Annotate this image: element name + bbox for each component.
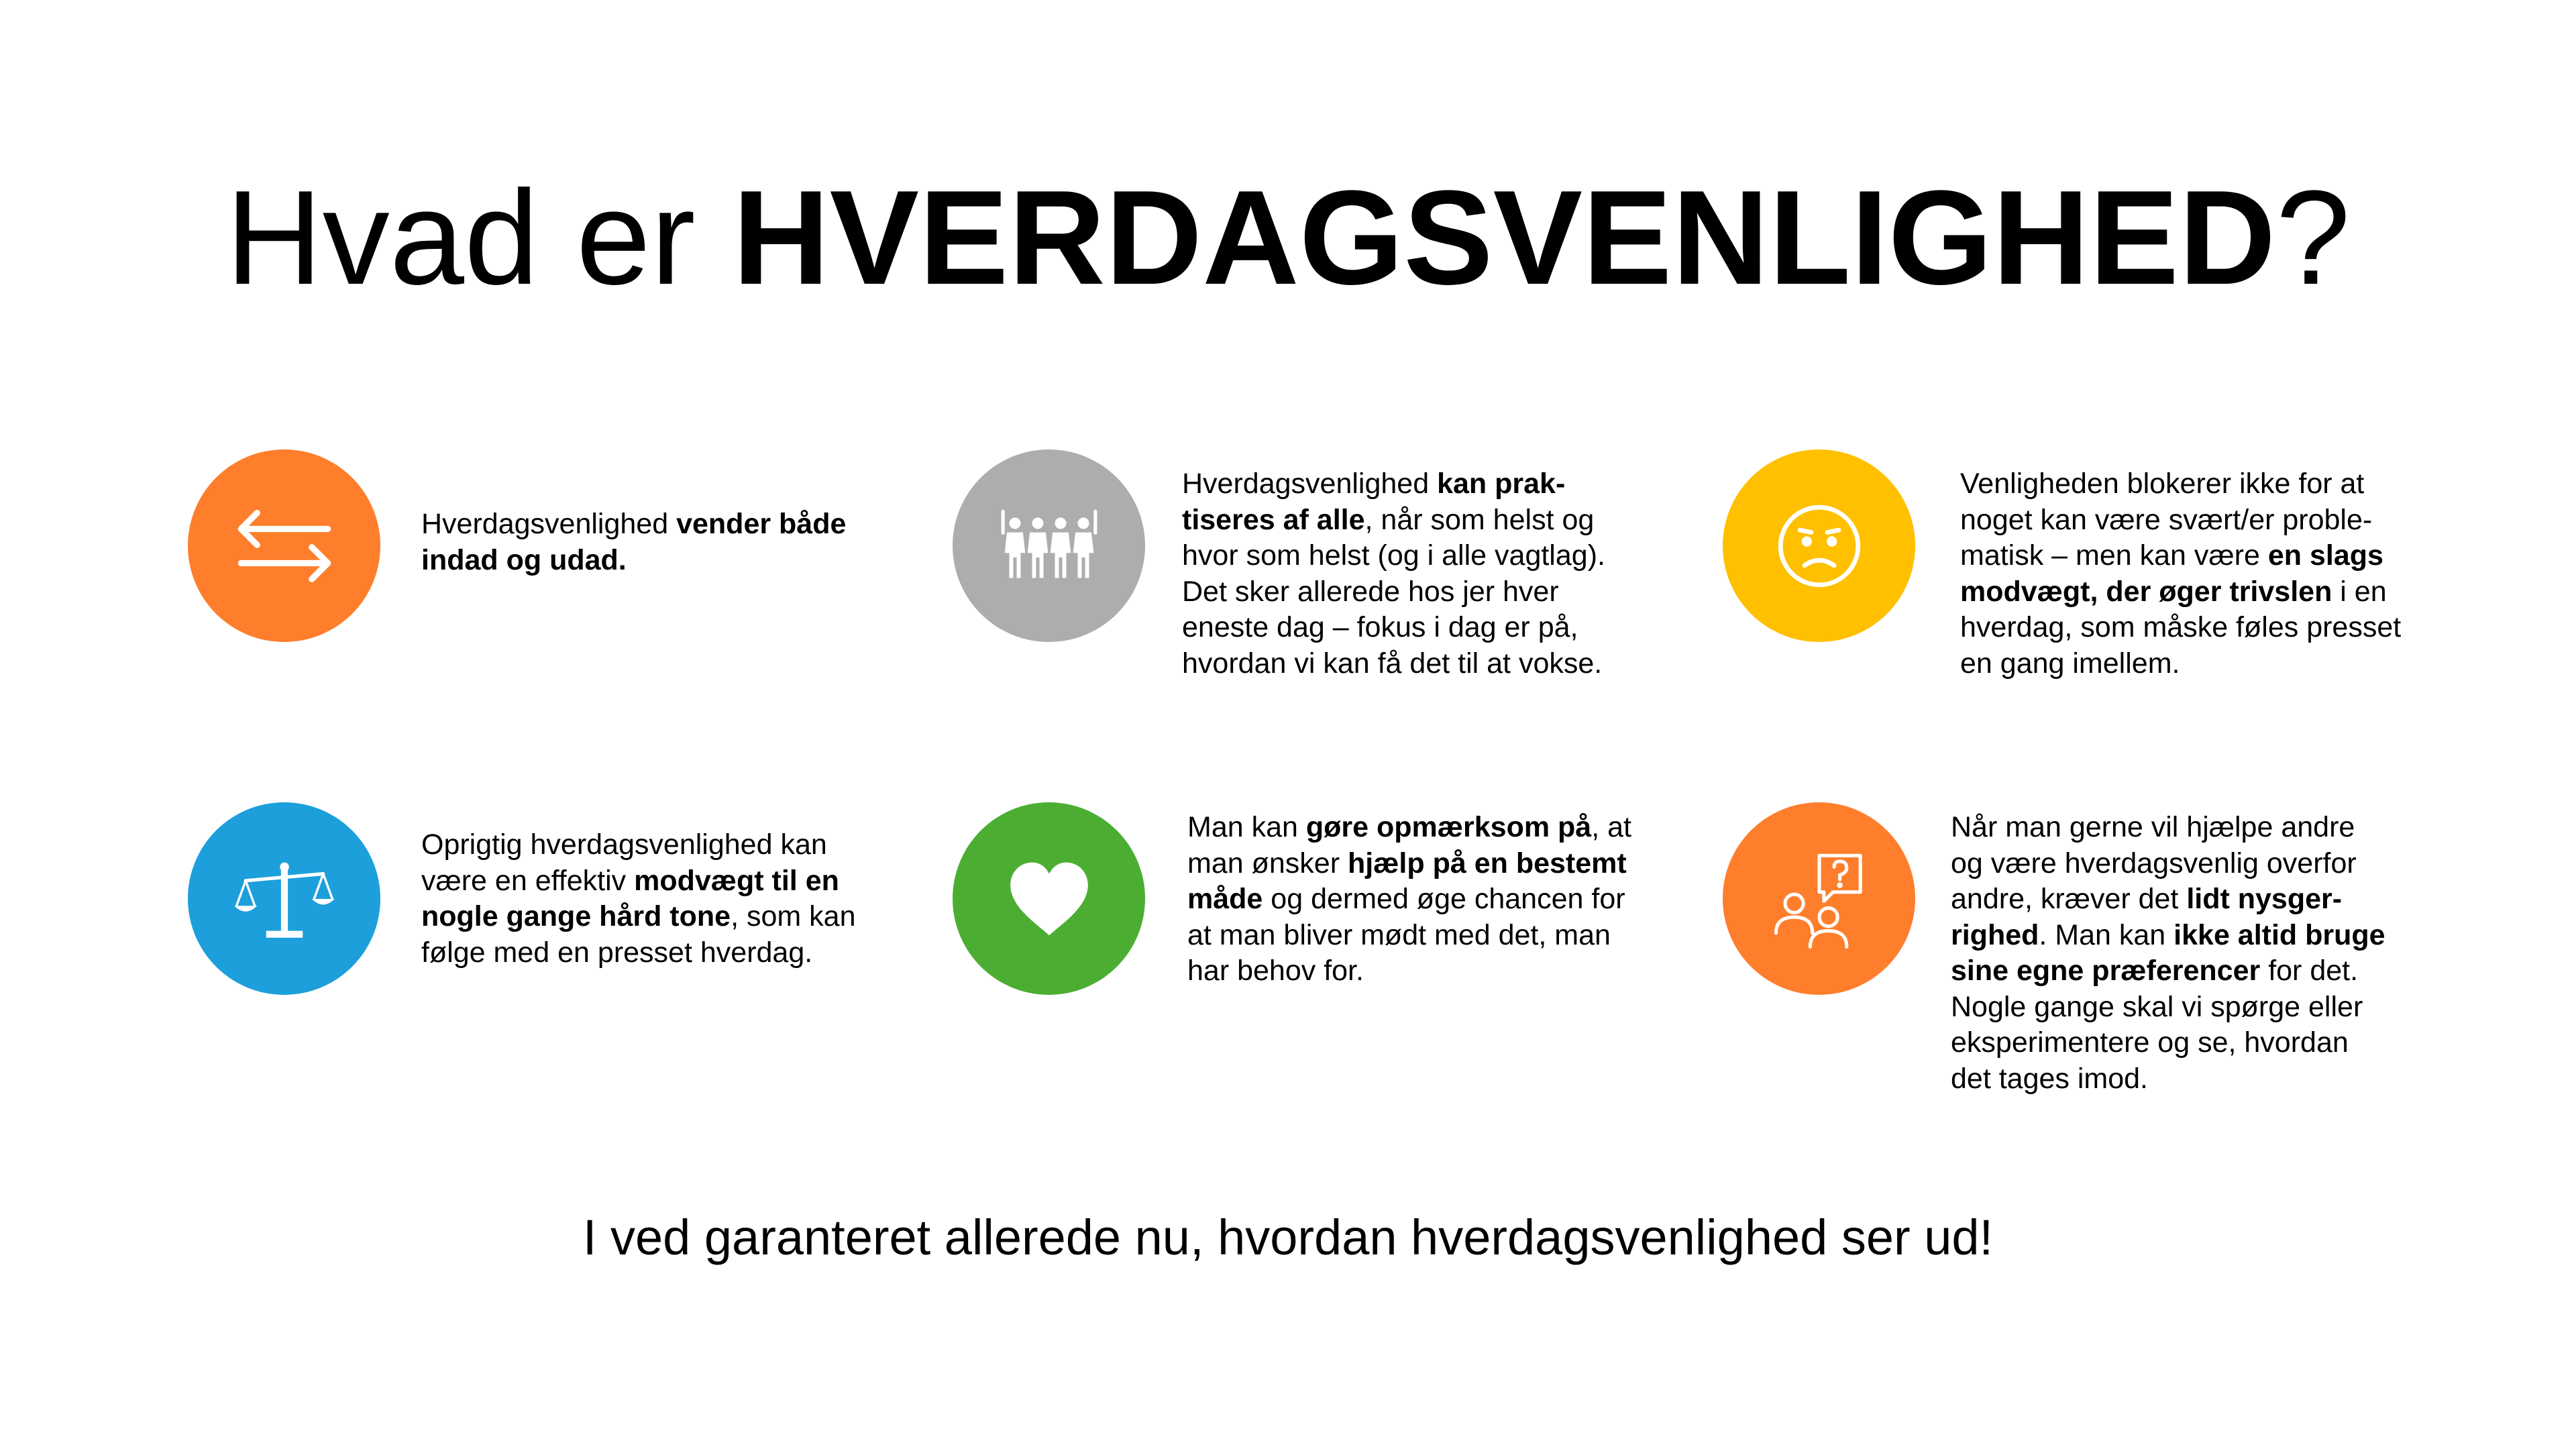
text-segment: Når man gerne vil hjælpe andre [1951,811,2355,843]
item-text [421,506,891,578]
text-segment: at man bliver mødt med det, man [1187,918,1611,951]
text-line [1951,881,2420,918]
text-segment: være en effektiv [421,864,635,897]
text-segment: Det sker allerede hos jer hver [1182,575,1559,608]
text-line [1187,846,1657,882]
bold-segment: lidt nysger- [2186,883,2343,915]
orange-circle [188,449,380,642]
text-line [421,543,891,579]
text-segment: og være hverdagsvenlig overfor [1951,847,2357,879]
text-segment: og dermed øge chancen for [1263,883,1625,915]
bold-segment: kan prak- [1437,468,1566,500]
text-segment: Nogle gange skal vi spørge eller [1951,990,2363,1023]
bold-segment: gøre opmærksom på [1305,811,1592,843]
text-segment: eneste dag – fokus i dag er på, [1182,611,1578,643]
question-dialogue-icon [1762,842,1876,956]
text-line [1960,466,2430,502]
title-light: Hvad er [225,163,733,313]
text-segment: matisk – men kan være [1960,539,2268,572]
text-line [1951,1061,2420,1097]
text-segment: i en [2332,575,2387,608]
text-segment: hverdag, som måske føles presset [1960,611,2402,643]
bold-segment: modvægt, der øger trivslen [1960,575,2332,608]
text-segment: man ønsker [1187,847,1348,879]
text-segment: Oprigtig hverdagsvenlighed kan [421,828,827,861]
text-segment: hvor som helst (og i alle vagtlag). [1182,539,1605,572]
orange-dialogue-circle [1723,802,1915,995]
text-line [1951,810,2420,846]
bold-segment: en slags [2267,539,2383,572]
bold-segment: righed [1951,918,2039,951]
bold-segment: nogle gange hård tone [421,900,731,932]
bold-segment: tiseres af alle [1182,503,1365,536]
item-text [1182,466,1652,682]
heart-icon [992,842,1106,956]
yellow-circle [1723,449,1915,642]
text-segment: har behov for. [1187,955,1364,987]
text-segment: Hverdagsvenlighed [421,508,677,540]
text-line [421,935,891,971]
text-line [1187,881,1657,918]
page-title [0,161,2576,315]
text-line [1960,610,2430,646]
text-segment: en gang imellem. [1960,647,2180,680]
text-segment: , når som helst og [1364,503,1595,536]
bold-segment: sine egne præferencer [1951,955,2261,987]
text-line [1187,953,1657,989]
text-line [1951,953,2420,989]
text-line [1960,646,2430,682]
green-circle [953,802,1145,995]
item-text [1187,810,1657,989]
footer-text: I ved garanteret allerede nu, hvordan hverdagsvenlighed ser ud! [582,1210,1994,1265]
item-text [1951,810,2420,1097]
bold-segment: hjælp på en bestemt [1347,847,1627,879]
gray-circle [953,449,1145,642]
text-segment: . Man kan [2039,918,2174,951]
text-line [1951,918,2420,954]
text-line [421,899,891,935]
text-segment: det tages imod. [1951,1062,2149,1095]
text-line [1951,1025,2420,1061]
text-line [1960,538,2430,574]
arrows-exchange-icon [227,489,341,603]
text-segment: , som kan [731,900,856,932]
item-text [1960,466,2430,682]
worried-face-icon [1762,489,1876,603]
text-line [1182,502,1652,539]
text-line [1182,610,1652,646]
bold-segment: modvægt til en [634,864,839,897]
text-line [421,863,891,900]
text-line [1182,538,1652,574]
text-line [1187,918,1657,954]
text-segment: noget kan være svært/er proble- [1960,503,2373,536]
text-line [1951,989,2420,1026]
text-line [1960,502,2430,539]
text-segment: Venligheden blokerer ikke for at [1960,468,2365,500]
text-line [421,827,891,863]
bold-segment: måde [1187,883,1263,915]
text-segment: følge med en presset hverdag. [421,936,813,969]
people-group-icon [992,489,1106,603]
text-line [1187,810,1657,846]
text-line [1951,846,2420,882]
title-bold: HVERDAGSVENLIGHED [733,163,2276,313]
title-end: ? [2275,163,2351,313]
bold-segment: indad og udad. [421,543,627,576]
text-segment: andre, kræver det [1951,883,2187,915]
item-text [421,827,891,971]
balance-scale-icon [227,842,341,956]
blue-circle [188,802,380,995]
bold-segment: ikke altid bruge [2174,918,2385,951]
text-segment: hvordan vi kan få det til at vokse. [1182,647,1603,680]
text-line [421,506,891,543]
text-line [1182,574,1652,610]
text-line [1960,574,2430,610]
text-segment: , at [1591,811,1631,843]
text-segment: Man kan [1187,811,1306,843]
text-segment: eksperimentere og se, hvordan [1951,1026,2349,1059]
text-segment: for det. [2260,955,2359,987]
text-line [1182,646,1652,682]
bold-segment: vender både [676,508,847,540]
text-line [1182,466,1652,502]
text-segment: Hverdagsvenlighed [1182,468,1438,500]
